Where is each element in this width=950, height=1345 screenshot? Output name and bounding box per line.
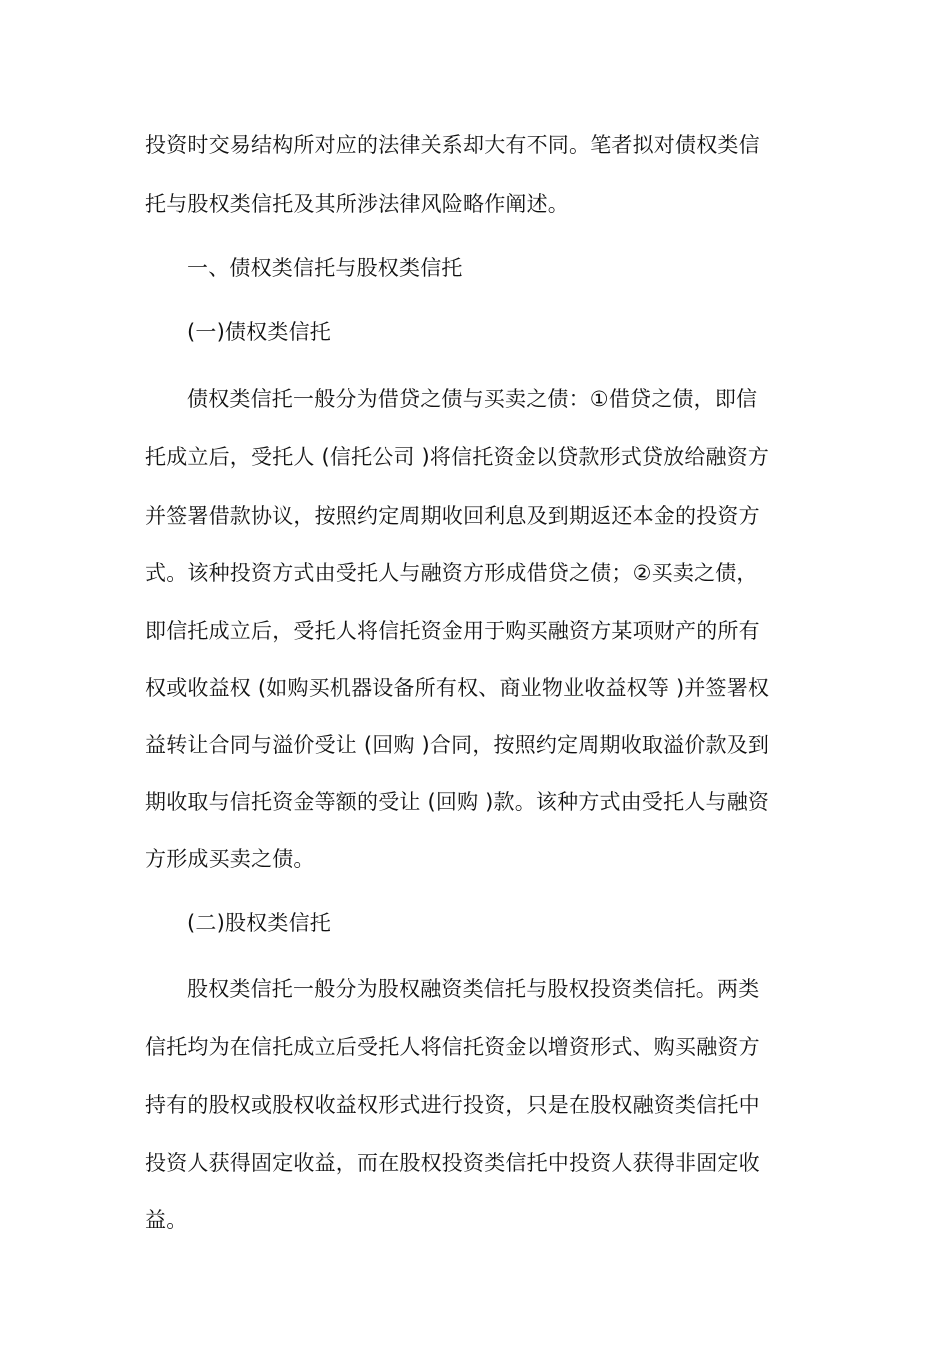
paragraph-first-line: 股权类信托一般分为股权融资类信托与股权投资类信托。两类: [187, 977, 760, 1001]
body-text-line: 期收取与信托资金等额的受让 (回购 )款。该种方式由受托人与融资: [145, 790, 770, 814]
body-text-line: 益转让合同与溢价受让 (回购 )合同，按照约定周期收取溢价款及到: [145, 733, 770, 757]
body-text-line: 益。: [145, 1208, 188, 1232]
body-text-line: 方形成买卖之债。: [145, 847, 315, 871]
body-text-line: 即信托成立后，受托人将信托资金用于购买融资方某项财产的所有: [145, 619, 760, 643]
body-text-line: 持有的股权或股权收益权形式进行投资，只是在股权融资类信托中: [145, 1093, 760, 1117]
subsection-heading: (一)债权类信托: [187, 320, 331, 344]
body-text-line: 信托均为在信托成立后受托人将信托资金以增资形式、购买融资方: [145, 1035, 760, 1059]
body-text-line: 并签署借款协议，按照约定周期收回利息及到期返还本金的投资方: [145, 504, 760, 528]
body-text-line: 式。该种投资方式由受托人与融资方形成借贷之债；②买卖之债，: [145, 561, 758, 585]
body-text-line: 投资人获得固定收益，而在股权投资类信托中投资人获得非固定收: [145, 1151, 760, 1175]
body-text-line: 托成立后，受托人 (信托公司 )将信托资金以贷款形式贷放给融资方: [145, 445, 770, 469]
subsection-heading: (二)股权类信托: [187, 911, 331, 935]
paragraph-first-line: 债权类信托一般分为借贷之债与买卖之债：①借贷之债，即信: [187, 387, 758, 411]
body-text-line: 投资时交易结构所对应的法律关系却大有不同。笔者拟对债权类信: [145, 133, 760, 157]
section-heading: 一、债权类信托与股权类信托: [187, 256, 463, 280]
body-text-line: 权或收益权 (如购买机器设备所有权、商业物业收益权等 )并签署权: [145, 676, 770, 700]
body-text-line: 托与股权类信托及其所涉法律风险略作阐述。: [145, 192, 569, 216]
